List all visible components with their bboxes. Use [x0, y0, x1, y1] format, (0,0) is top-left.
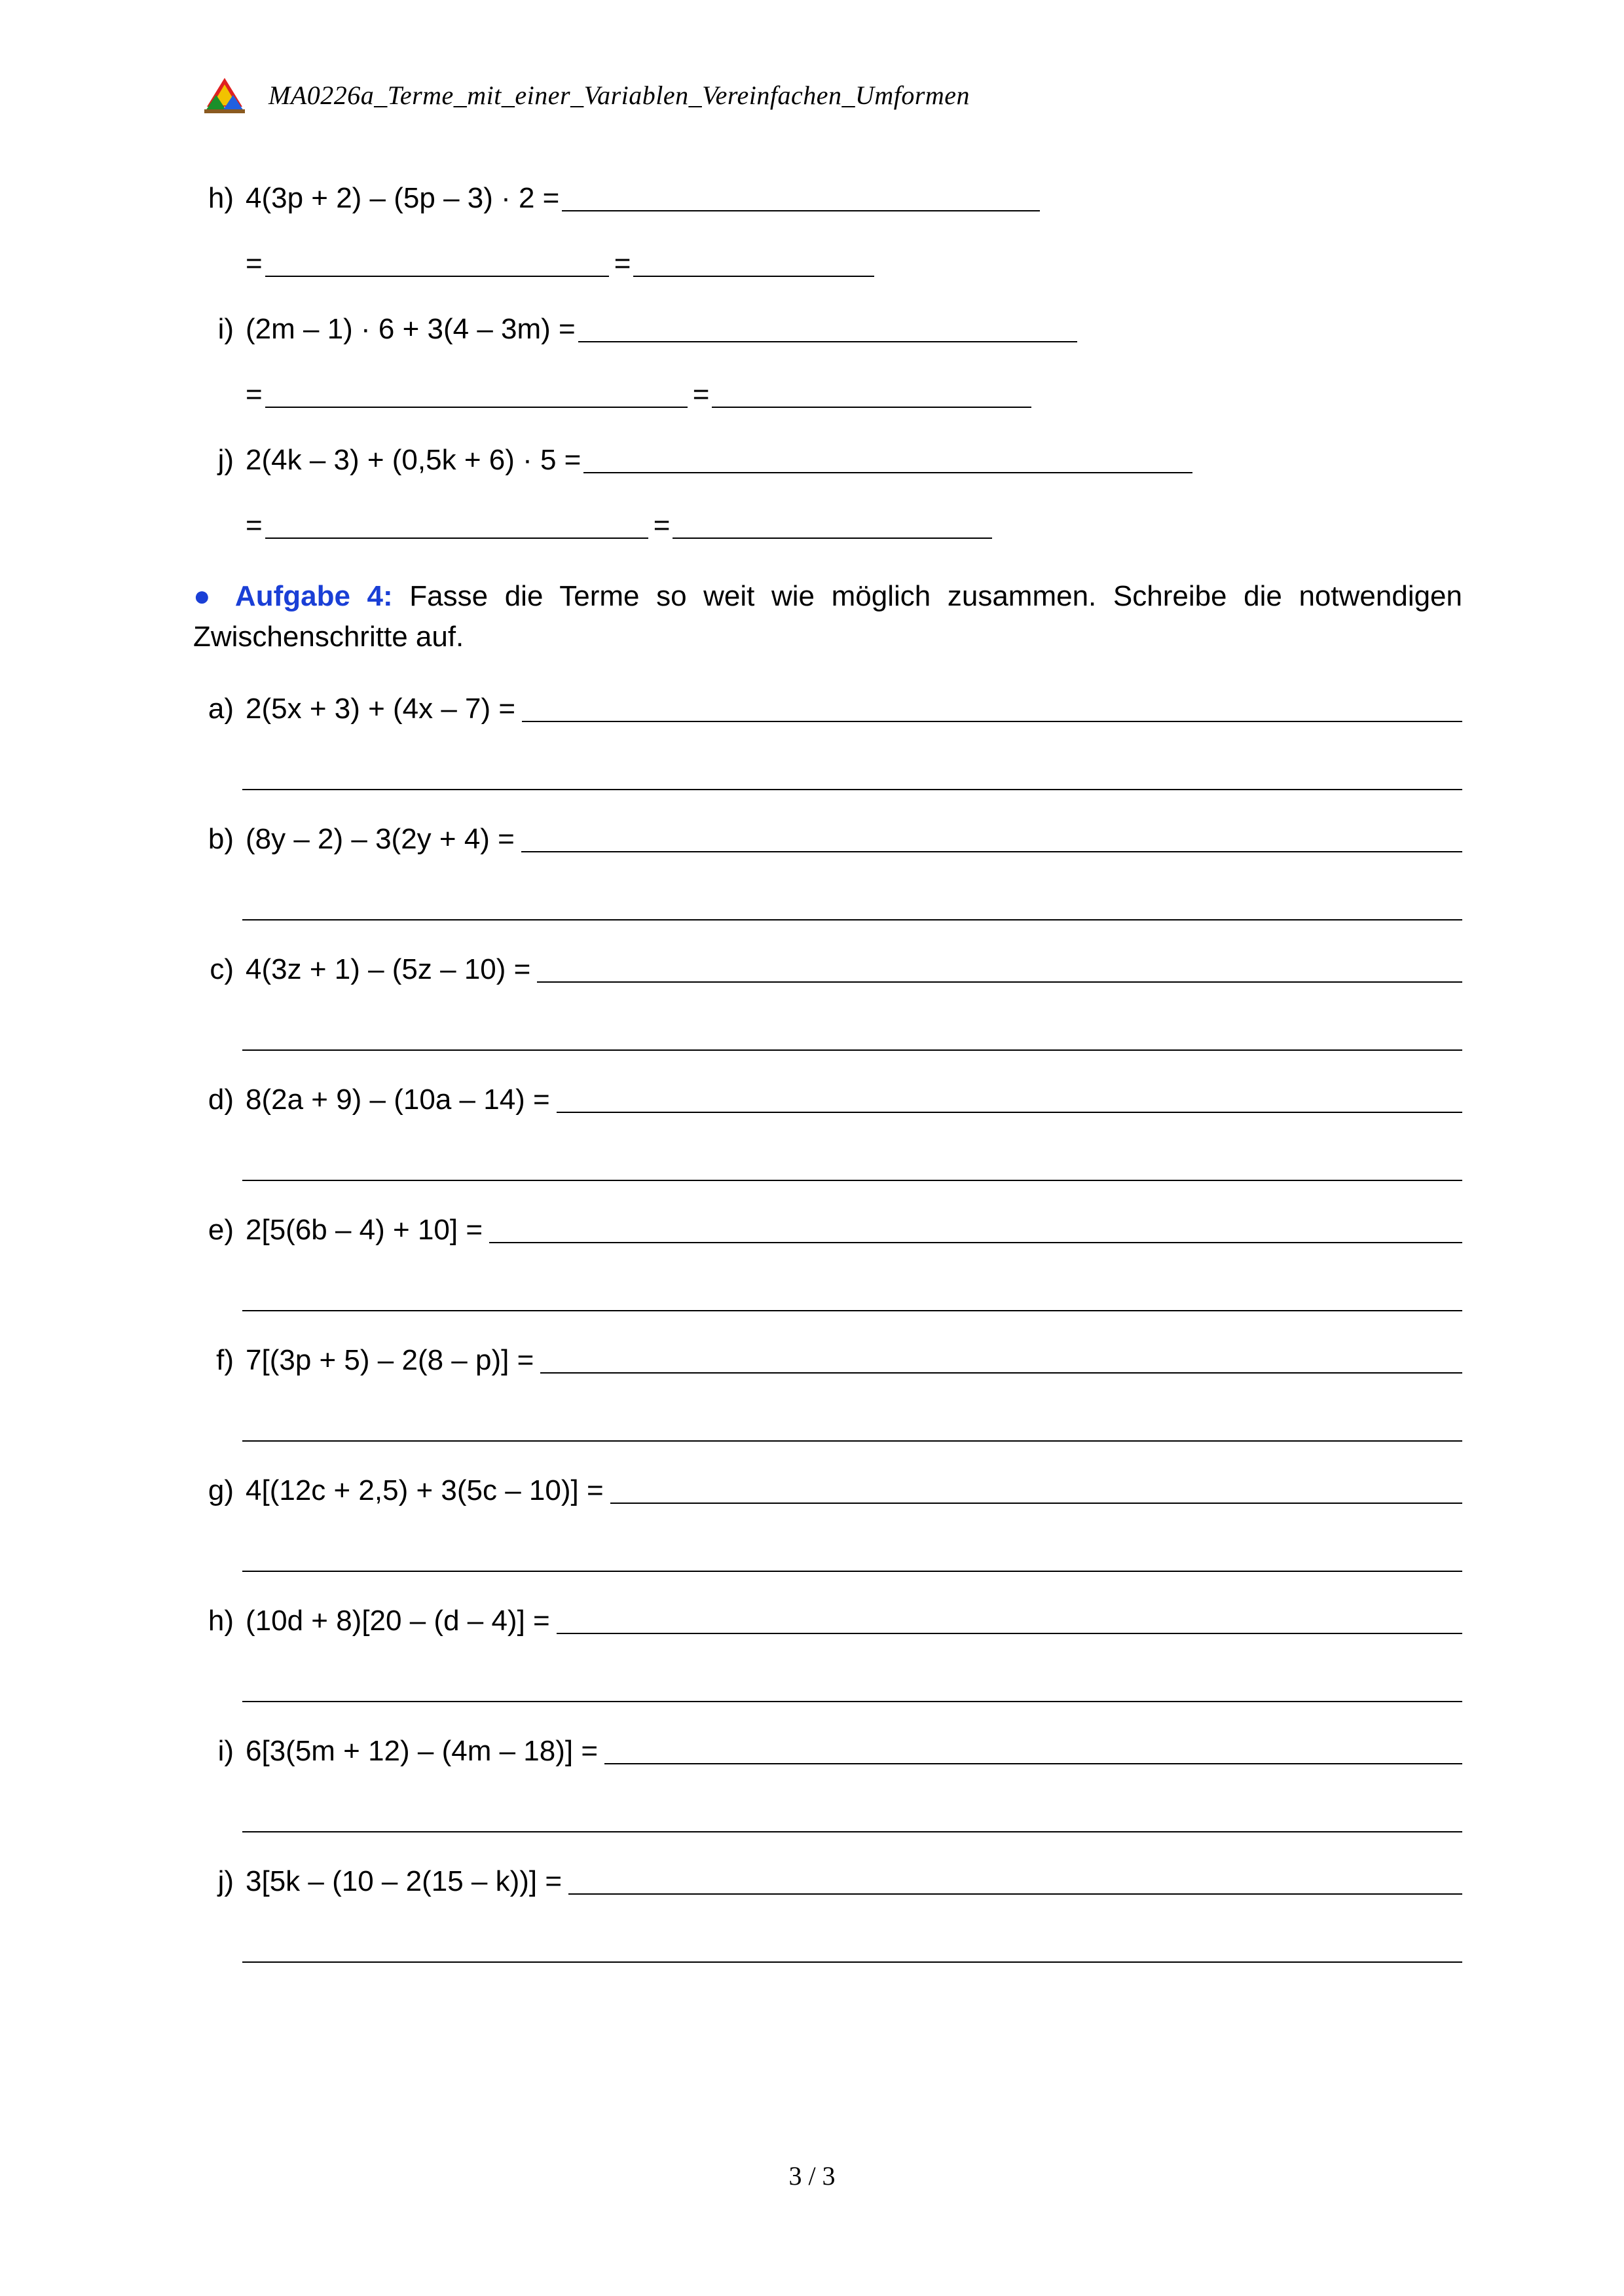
answer-line-continuation[interactable] [242, 1831, 1462, 1832]
answer-line[interactable] [583, 472, 1192, 473]
task-4-item [200, 814, 1462, 854]
item-label: i) [217, 313, 234, 345]
answer-line-continuation[interactable] [242, 789, 1462, 790]
answer-line[interactable] [522, 721, 1462, 722]
document-title: MA0226a_Terme_mit_einer_Variablen_Vereinfachen_Umformen [268, 80, 970, 110]
item-expression: (8y – 2) – 3(2y + 4) = [246, 823, 515, 855]
task-4-instructions [193, 576, 1462, 657]
prev-item-h [200, 173, 1040, 213]
answer-line[interactable] [568, 1893, 1462, 1895]
item-expression: 3[5k – (10 – 2(15 – k))] = [246, 1865, 563, 1897]
item-label: h) [208, 182, 234, 214]
page-header [202, 72, 970, 118]
answer-line[interactable] [521, 851, 1462, 852]
item-expression: 2(5x + 3) + (4x – 7) = [246, 693, 516, 725]
item-expression: 4[(12c + 2,5) + 3(5c – 10)] = [246, 1474, 604, 1506]
item-label: g) [208, 1474, 234, 1506]
task-4-item [200, 1596, 1462, 1635]
item-expression: 4(3z + 1) – (5z – 10) = [246, 953, 531, 985]
answer-line-continuation[interactable] [242, 1440, 1462, 1442]
task-4-heading: ● Aufgabe 4: [193, 580, 393, 612]
item-expression: 2(4k – 3) + (0,5k + 6) · 5 = [246, 444, 581, 476]
task-4-item [200, 945, 1462, 984]
task-4-item [200, 1466, 1462, 1505]
answer-line[interactable] [540, 1372, 1462, 1374]
answer-line[interactable] [578, 341, 1077, 342]
item-expression: 4(3p + 2) – (5p – 3) · 2 = [246, 182, 560, 214]
item-expression: 7[(3p + 5) – 2(8 – p)] = [246, 1344, 534, 1376]
answer-line[interactable] [633, 276, 874, 277]
answer-line[interactable] [537, 981, 1462, 983]
prev-item-j-steps [246, 501, 992, 540]
answer-line[interactable] [604, 1763, 1462, 1764]
logo-icon [202, 75, 248, 115]
answer-line[interactable] [562, 210, 1040, 211]
item-expression: 2[5(6b – 4) + 10] = [246, 1214, 483, 1246]
prev-item-h-steps [246, 239, 874, 278]
answer-line-continuation[interactable] [242, 1571, 1462, 1572]
equals-sign: = [246, 247, 263, 280]
task-4-item [200, 1857, 1462, 1896]
item-label: a) [208, 693, 234, 725]
item-expression: 6[3(5m + 12) – (4m – 18)] = [246, 1735, 599, 1767]
equals-sign: = [614, 247, 631, 280]
equals-sign: = [653, 509, 671, 541]
answer-line[interactable] [610, 1503, 1462, 1504]
item-expression: 8(2a + 9) – (10a – 14) = [246, 1084, 550, 1116]
answer-line[interactable] [557, 1112, 1462, 1113]
item-label: d) [208, 1084, 234, 1116]
answer-line[interactable] [557, 1633, 1462, 1634]
task-4-text: Fasse die Terme so weit wie möglich zusammen. Schreibe die notwendigen Zwischenschritte auf. [193, 580, 1463, 653]
equals-sign: = [692, 378, 710, 410]
answer-line[interactable] [489, 1242, 1462, 1243]
equals-sign: = [246, 378, 263, 410]
answer-line[interactable] [265, 407, 688, 408]
answer-line[interactable] [265, 276, 609, 277]
item-label: c) [210, 953, 234, 985]
page-number: 3 / 3 [788, 2161, 836, 2191]
answer-line[interactable] [673, 538, 992, 539]
item-label: f) [216, 1344, 234, 1376]
task-4-item [200, 1205, 1462, 1245]
answer-line-continuation[interactable] [242, 919, 1462, 920]
answer-line[interactable] [712, 407, 1031, 408]
item-label: b) [208, 823, 234, 855]
item-expression: (2m – 1) · 6 + 3(4 – 3m) = [246, 313, 576, 345]
item-label: h) [208, 1605, 234, 1637]
answer-line-continuation[interactable] [242, 1180, 1462, 1181]
answer-line-continuation[interactable] [242, 1701, 1462, 1702]
item-label: j) [217, 1865, 234, 1897]
prev-item-i-steps [246, 370, 1031, 409]
task-4-item [200, 1726, 1462, 1766]
item-expression: (10d + 8)[20 – (d – 4)] = [246, 1605, 550, 1637]
answer-line[interactable] [265, 538, 648, 539]
item-label: e) [208, 1214, 234, 1246]
equals-sign: = [246, 509, 263, 541]
task-4-item [200, 684, 1462, 723]
task-4-item [200, 1336, 1462, 1375]
item-label: i) [217, 1735, 234, 1767]
task-4-item [200, 1075, 1462, 1114]
item-label: j) [217, 444, 234, 476]
answer-line-continuation[interactable] [242, 1049, 1462, 1051]
prev-item-j [200, 435, 1192, 475]
answer-line-continuation[interactable] [242, 1310, 1462, 1311]
prev-item-i [200, 304, 1077, 344]
answer-line-continuation[interactable] [242, 1961, 1462, 1963]
